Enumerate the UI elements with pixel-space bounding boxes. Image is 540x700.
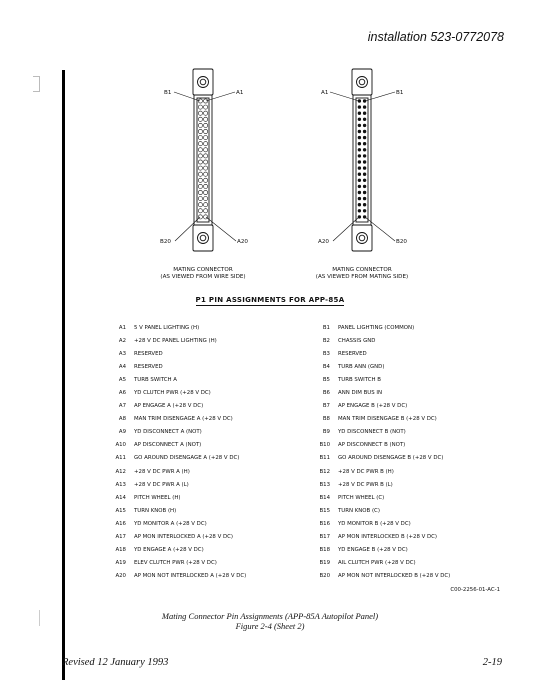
- right-label-top-right: B1: [396, 90, 404, 96]
- right-label-bottom-right: B20: [396, 239, 407, 245]
- pin-id: A19: [115, 559, 126, 566]
- pin-id: A9: [118, 429, 126, 436]
- pin-description: YD ENGAGE A (+28 V DC): [134, 546, 204, 553]
- document-reference: installation 523-0772078: [367, 30, 504, 44]
- pin-id: A2: [118, 338, 126, 345]
- figure-caption-title: Mating Connector Pin Assignments (APP-85A Autopilot Panel): [161, 611, 379, 621]
- pin-description: GO AROUND DISENGAGE B (+28 V DC): [338, 455, 444, 462]
- pin-description: MAN TRIM DISENGAGE A (+28 V DC): [134, 416, 233, 423]
- pin-id: B16: [319, 520, 330, 527]
- pin-description: YD DISCONNECT B (NOT): [338, 429, 406, 436]
- pin-id: A4: [118, 364, 126, 371]
- pin-id: B19: [319, 559, 330, 566]
- pin-description: MAN TRIM DISENGAGE B (+28 V DC): [338, 416, 437, 423]
- pin-id: A7: [118, 403, 126, 410]
- pin-id: A5: [118, 377, 126, 384]
- pin-description: TURB ANN (GND): [338, 364, 385, 371]
- pin-description: AP DISCONNECT B (NOT): [338, 442, 406, 449]
- pin-description: +28 V DC PWR A (L): [134, 481, 189, 488]
- pin-id: A8: [118, 416, 126, 423]
- pin-description: +28 V DC PWR B (H): [338, 468, 394, 475]
- pin-id: B2: [322, 338, 330, 345]
- left-connector: [174, 69, 236, 251]
- pin-description: GO AROUND DISENGAGE A (+28 V DC): [134, 455, 240, 462]
- pin-description: AP MON INTERLOCKED B (+28 V DC): [338, 533, 438, 540]
- illustration-code: C00-2256-01-AC-1: [450, 587, 500, 593]
- pin-description: PANEL LIGHTING (COMMON): [338, 325, 415, 331]
- pin-id: B11: [319, 455, 330, 462]
- right-connector: [330, 69, 395, 251]
- pin-description: +28 V DC PANEL LIGHTING (H): [134, 338, 217, 345]
- right-label-top-left: A1: [321, 90, 329, 96]
- pin-id: A1: [118, 325, 126, 331]
- pin-description: AP ENGAGE B (+28 V DC): [338, 403, 408, 410]
- pin-table-title: [0, 296, 540, 304]
- pin-id: A3: [118, 351, 126, 358]
- pin-description: YD DISCONNECT A (NOT): [134, 429, 202, 436]
- left-caption-line2: (AS VIEWED FROM WIRE SIDE): [160, 274, 246, 280]
- pin-id: B13: [319, 481, 330, 488]
- pin-id: A15: [115, 507, 126, 514]
- pin-id: B3: [322, 351, 330, 358]
- pin-id: B12: [319, 468, 330, 475]
- pin-table-title-text: P1 PIN ASSIGNMENTS FOR APP-85A: [195, 296, 345, 304]
- pin-id: A13: [115, 481, 126, 488]
- pin-id: A10: [115, 442, 126, 449]
- pin-id: B10: [319, 442, 330, 449]
- pin-id: B17: [319, 533, 330, 540]
- connector-diagram: [0, 0, 540, 290]
- pin-id: A17: [115, 533, 126, 540]
- pin-description: RESERVED: [338, 351, 367, 358]
- left-label-top-right: A1: [236, 90, 244, 96]
- pin-description: YD ENGAGE B (+28 V DC): [338, 546, 408, 553]
- pin-description: CHASSIS GND: [338, 338, 376, 345]
- pin-id: A16: [115, 520, 126, 527]
- pin-description: AP DISCONNECT A (NOT): [134, 442, 202, 449]
- pin-description: AIL CLUTCH PWR (+28 V DC): [338, 559, 416, 566]
- pin-id: B20: [319, 572, 330, 579]
- pin-description: +28 V DC PWR A (H): [134, 468, 190, 475]
- pin-description: AP MON NOT INTERLOCKED B (+28 V DC): [338, 572, 451, 579]
- pin-description: TURB SWITCH A: [134, 377, 177, 384]
- pin-description: PITCH WHEEL (C): [338, 494, 385, 501]
- pin-id: B6: [322, 390, 330, 397]
- pin-description: AP MON NOT INTERLOCKED A (+28 V DC): [134, 572, 247, 579]
- pin-description: YD CLUTCH PWR (+28 V DC): [134, 390, 211, 397]
- pin-id: B15: [319, 507, 330, 514]
- pin-id: B4: [322, 364, 330, 371]
- pin-id: B14: [319, 494, 330, 501]
- pin-description: RESERVED: [134, 351, 163, 358]
- pin-id: B5: [322, 377, 330, 384]
- left-label-top-left: B1: [164, 90, 172, 96]
- pin-description: ANN DIM BUS IN: [338, 390, 382, 397]
- left-label-bottom-left: B20: [160, 239, 171, 245]
- right-caption-line2: (AS VIEWED FROM MATING SIDE): [315, 274, 409, 280]
- pin-id: A11: [115, 455, 126, 462]
- pin-id: A18: [115, 546, 126, 553]
- pin-description: RESERVED: [134, 364, 163, 371]
- pin-id: B18: [319, 546, 330, 553]
- pin-description: 5 V PANEL LIGHTING (H): [134, 325, 200, 331]
- left-caption-line1: MATING CONNECTOR: [173, 267, 233, 273]
- pin-id: B9: [322, 429, 330, 436]
- pin-description: +28 V DC PWR B (L): [338, 481, 393, 488]
- pin-id: B8: [322, 416, 330, 423]
- pin-description: ELEV CLUTCH PWR (+28 V DC): [134, 559, 217, 566]
- right-caption-line1: MATING CONNECTOR: [332, 267, 392, 273]
- figure-caption-number: Figure 2-4 (Sheet 2): [235, 621, 305, 631]
- pin-description: TURB SWITCH B: [338, 377, 381, 384]
- pin-description: AP MON INTERLOCKED A (+28 V DC): [134, 533, 233, 540]
- left-label-bottom-right: A20: [237, 239, 248, 245]
- pin-id: A14: [115, 494, 126, 501]
- pin-description: TURN KNOB (H): [134, 507, 177, 514]
- pin-description: AP ENGAGE A (+28 V DC): [134, 403, 204, 410]
- pin-id: B7: [322, 403, 330, 410]
- right-label-bottom-left: A20: [318, 239, 329, 245]
- page-number: 2-19: [482, 657, 502, 668]
- pin-id: B1: [322, 325, 330, 331]
- pin-id: A20: [115, 572, 126, 579]
- revision-date: Revised 12 January 1993: [62, 657, 169, 668]
- pin-description: PITCH WHEEL (H): [134, 494, 181, 501]
- pin-description: TURN KNOB (C): [338, 507, 380, 514]
- pin-id: A6: [118, 390, 126, 397]
- pin-id: A12: [115, 468, 126, 475]
- pin-description: YD MONITOR A (+28 V DC): [134, 520, 207, 527]
- pin-description: YD MONITOR B (+28 V DC): [338, 520, 411, 527]
